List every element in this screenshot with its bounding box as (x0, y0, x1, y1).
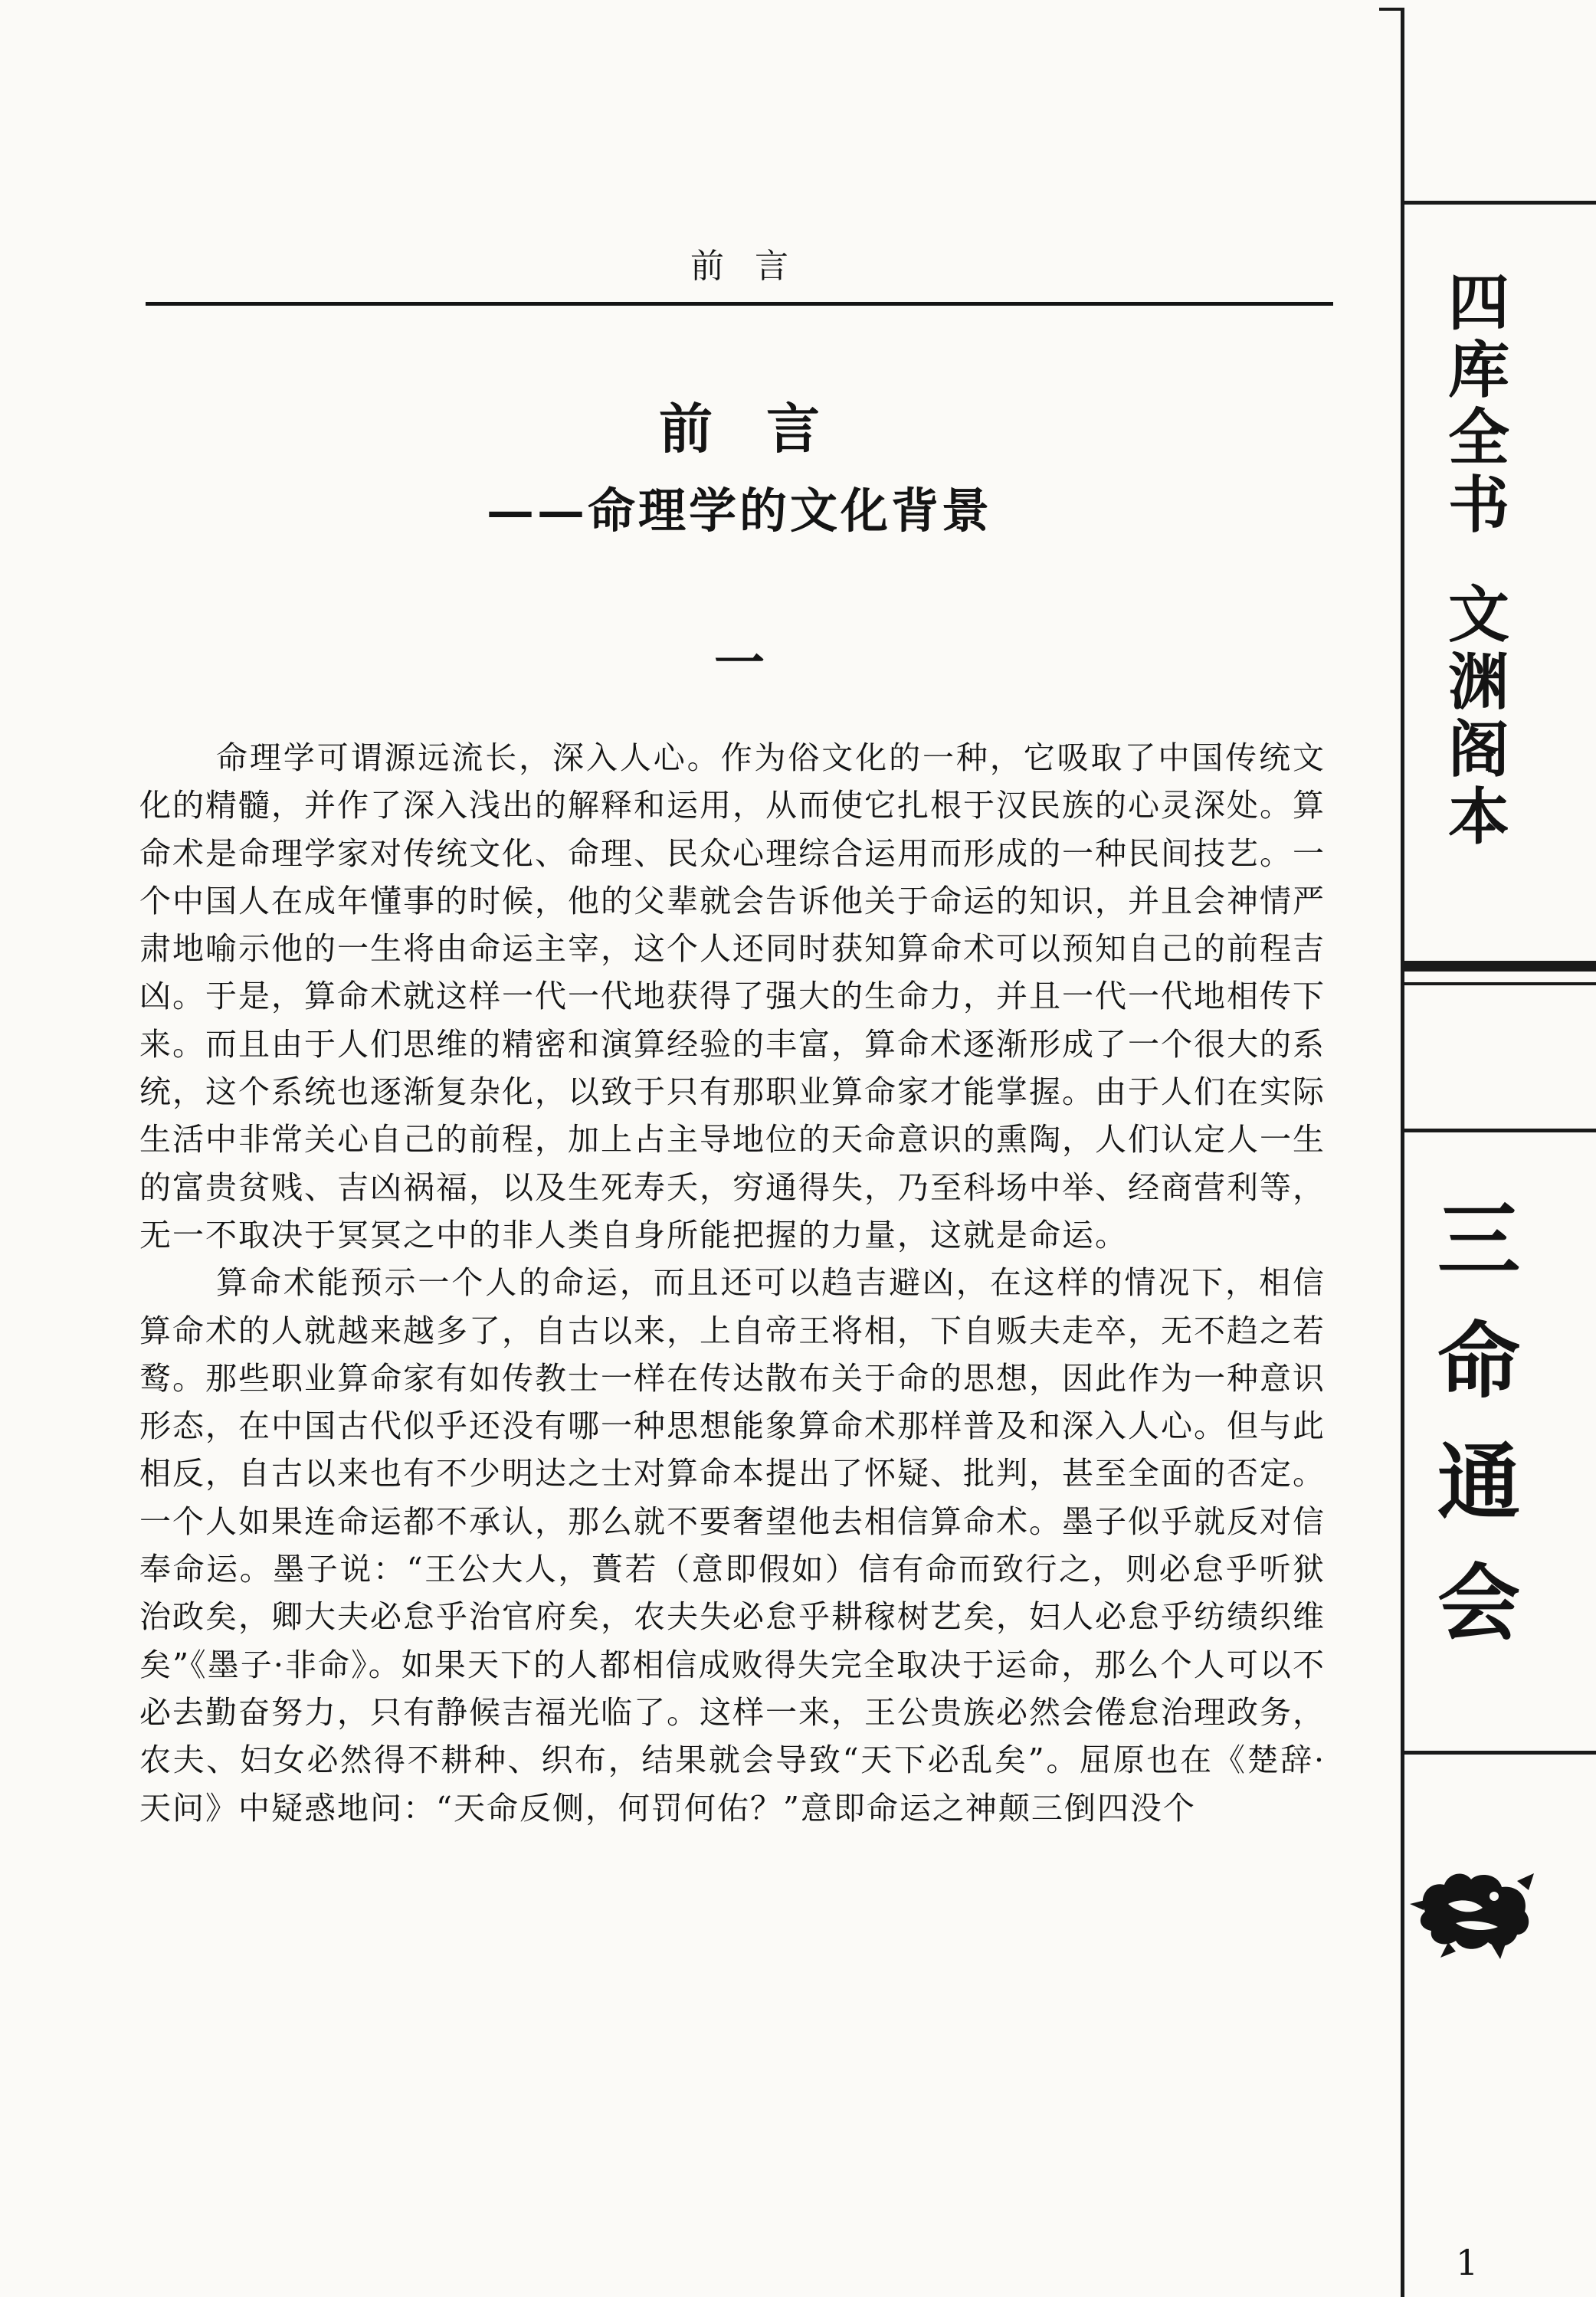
dragon-emblem-icon (1402, 1858, 1540, 1961)
book-title-char: 通 (1437, 1434, 1520, 1531)
series-title-char: 阁 (1448, 714, 1509, 785)
page-title: 前言 (659, 397, 873, 460)
series-title-char: 本 (1448, 782, 1509, 853)
sidebar-top-tick (1379, 8, 1402, 11)
series-title-char: 全 (1448, 402, 1509, 473)
book-title-char: 三 (1437, 1192, 1520, 1289)
sidebar-rule (1402, 961, 1596, 972)
section-number: 一 (714, 633, 765, 693)
sidebar-rule (1402, 1751, 1596, 1755)
page-subtitle: ——命理学的文化背景 (486, 483, 992, 539)
book-title-char: 会 (1437, 1555, 1520, 1652)
running-header: 前言 (690, 247, 819, 286)
series-title-char: 渊 (1448, 647, 1509, 718)
series-title-char: 文 (1448, 579, 1509, 650)
series-title-char: 四 (1448, 267, 1509, 339)
book-title-char: 命 (1437, 1313, 1520, 1410)
sidebar-rule (1402, 201, 1596, 205)
book-title (1425, 1180, 1532, 1664)
sidebar-rule (1402, 1129, 1596, 1132)
series-title-gap (1437, 539, 1521, 582)
sidebar-rule (1402, 982, 1596, 985)
paragraph: 算命术能预示一个人的命运，而且还可以趋吉避凶，在这样的情况下，相信算命术的人就越来越多了，自古以来，上自帝王将相，下自贩夫走卒，无不趋之若鹜。那些职业算命家有如传教士一样在传达散布关于命的思想，因此作为一种意识形态，在中国古代似乎还没有哪一种思想能象算命术那样普及和深入人心。但与此相反，自古以来也有不少明达之士对算命本提出了怀疑、批判，甚至全面的否定。一个人如果连命运都不承认，那么就不要奢望他去相信算命术。墨子似乎就反对信奉命运。墨子说：“王公大人，蕢若（意即假如）信有命而致行之，则必怠乎听狱治政矣，卿大夫必怠乎治官府矣，农夫失必怠乎耕稼树艺矣，妇人必怠乎纺绩织维矣”《墨子·非命》。如果天下的人都相信成败得失完全取决于运命，那么个人可以不必去勤奋努力，只有静候吉福光临了。这样一来，王公贵族必然会倦怠治理政务，农夫、妇女必然得不耕种、织布，结果就会导致“天下必乱矣”。屈原也在《楚辞·天问》中疑惑地问：“天命反侧，何罚何佑？”意即命运之神颠三倒四没个 (139, 1264, 1326, 1827)
series-title-char: 库 (1448, 335, 1509, 406)
series-title (1437, 267, 1521, 853)
page-number: 1 (1456, 2242, 1479, 2283)
body-text (139, 734, 1326, 1832)
paragraph: 命理学可谓源远流长，深入人心。作为俗文化的一种，它吸取了中国传统文化的精髓，并作了深入浅出的解释和运用，从而使它扎根于汉民族的心灵深处。算命术是命理学家对传统文化、命理、民众心理综合运用而形成的一种民间技艺。一个中国人在成年懂事的时候，他的父辈就会告诉他关于命运的知识，并且会神情严肃地喻示他的一生将由命运主宰，这个人还同时获知算命术可以预知自己的前程吉凶。于是，算命术就这样一代一代地获得了强大的生命力，并且一代一代地相传下来。而且由于人们思维的精密和演算经验的丰富，算命术逐渐形成了一个很大的系统，这个系统也逐渐复杂化，以致于只有那职业算命家才能掌握。由于人们在实际生活中非常关心自己的前程，加上占主导地位的天命意识的熏陶，人们认定人一生的富贵贫贱、吉凶祸福，以及生死寿夭，穷通得失，乃至科场中举、经商营利等，无一不取决于冥冥之中的非人类自身所能把握的力量，这就是命运。 (139, 739, 1326, 1253)
header-rule (146, 302, 1333, 306)
series-title-char: 书 (1448, 470, 1509, 541)
